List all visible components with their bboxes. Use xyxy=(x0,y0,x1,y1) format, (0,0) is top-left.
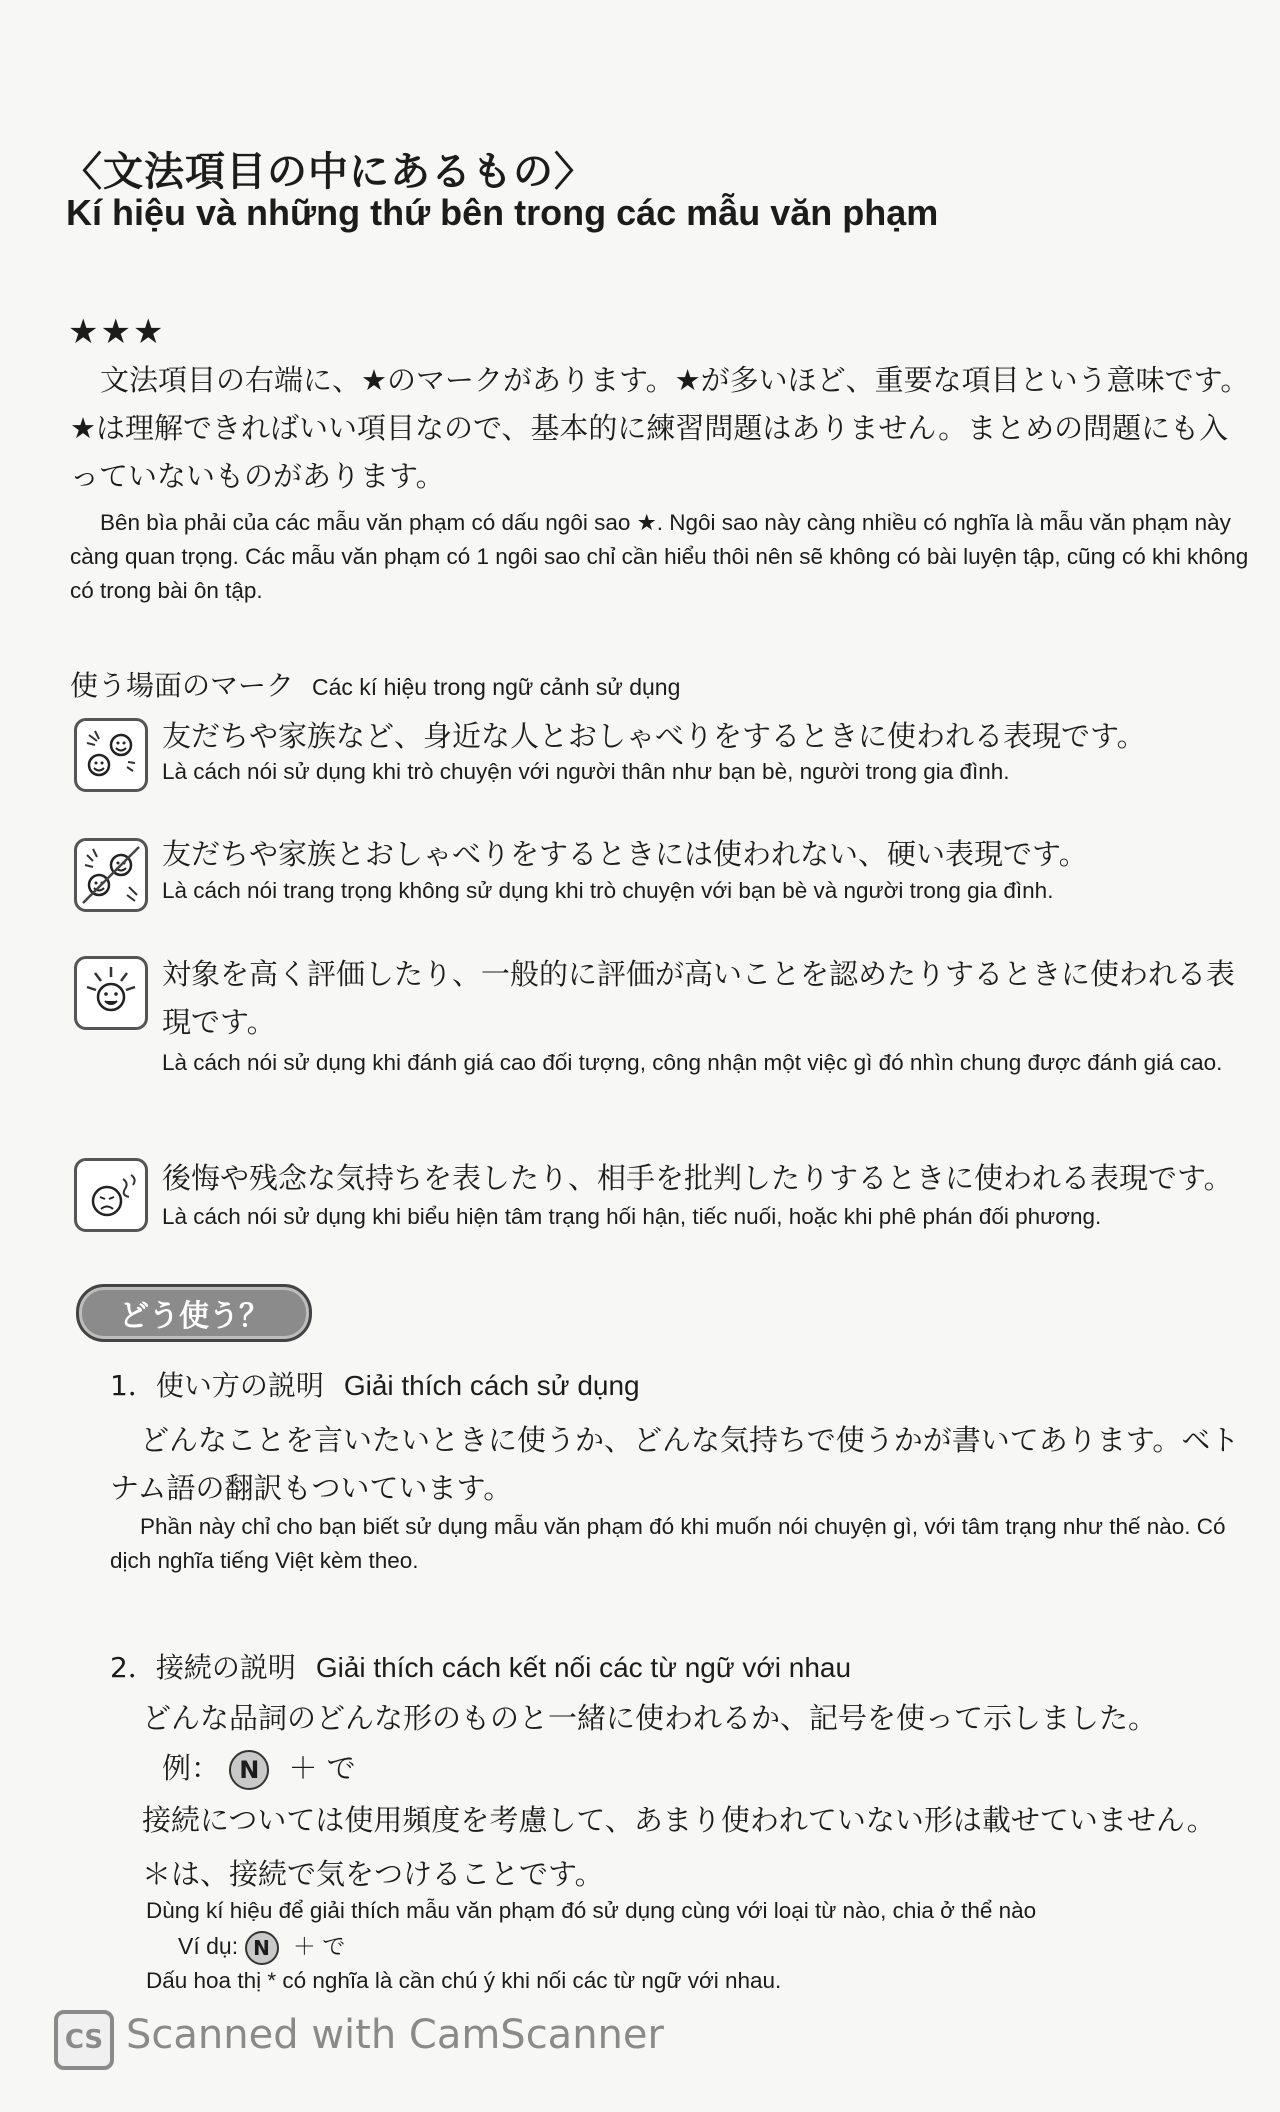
section-1-title-vi: Giải thích cách sử dụng xyxy=(343,1370,640,1401)
mark-formal-jp: 友だちや家族とおしゃべりをするときには使われない、硬い表現です。 xyxy=(162,837,1088,871)
example-vi-rest: ＋ で xyxy=(292,1933,346,1959)
mark-formal-vi: Là cách nói trang trọng không sử dụng khi trò chuyện với bạn bè và người trong gia đình. xyxy=(162,878,1054,903)
section-1-title-jp: 1．使い方の説明 xyxy=(110,1369,324,1402)
mark-regret-jp: 後悔や残念な気持ちを表したり、相手を批判したりするときに使われる表現です。 xyxy=(162,1161,1233,1195)
section-2-body-jp-3: ＊は、接続で気をつけることです。 xyxy=(142,1857,604,1891)
title-vi: Kí hiệu và những thứ bên trong các mẫu văn phạm xyxy=(66,192,939,233)
section-2-body-vi-2: Dấu hoa thị * có nghĩa là cần chú ý khi nối các từ ngữ với nhau. xyxy=(146,1968,782,1993)
section-2-body-jp: どんな品詞のどんな形のものと一緒に使われるか、記号を使って示しました。 xyxy=(142,1701,1158,1735)
example-vi-label: Ví dụ: xyxy=(178,1933,239,1959)
formal-talk-icon xyxy=(74,838,148,912)
example-rest: ＋ で xyxy=(288,1751,356,1785)
section-1-title xyxy=(110,1364,640,1404)
section-2-example-vi xyxy=(178,1928,345,1965)
title-jp: 〈文法項目の中にあるもの〉 xyxy=(62,149,595,195)
how-to-use-badge: どう使う？ xyxy=(76,1284,312,1342)
mark-casual-jp: 友だちや家族など、身近な人とおしゃべりをするときに使われる表現です。 xyxy=(162,719,1146,753)
noun-badge: N xyxy=(229,1750,269,1790)
section-2-title xyxy=(110,1646,851,1686)
example-label: 例： xyxy=(162,1751,221,1785)
camscanner-logo: CS xyxy=(54,2010,114,2070)
usage-marks-heading-jp: 使う場面のマーク xyxy=(70,669,295,702)
mark-casual-vi: Là cách nói sử dụng khi trò chuyện với người thân như bạn bè, người trong gia đình. xyxy=(162,759,1010,784)
usage-marks-heading xyxy=(70,664,680,704)
stars-explanation-vi: Bên bìa phải của các mẫu văn phạm có dấu ngôi sao ★. Ngôi sao này càng nhiều có nghĩa là mẫu văn phạm này càng quan trọng. Các mẫu văn phạm có 1 ngôi sao chỉ cần hiểu thôi nên sẽ không có bài luyện tập, cũng có khi không có trong bài ôn tập. xyxy=(70,510,1249,603)
praise-icon xyxy=(74,956,148,1030)
section-2-body-jp-2: 接続については使用頻度を考慮して、あまり使われていない形は載せていません。 xyxy=(142,1803,1216,1837)
stars-explanation-jp: 文法項目の右端に、★のマークがあります。★が多いほど、重要な項目という意味です。★は理解できればいい項目なので、基本的に練習問題はありません。まとめの問題にも入っていないものがあります。 xyxy=(70,363,1250,493)
mark-regret-vi: Là cách nói sử dụng khi biểu hiện tâm trạng hối hận, tiếc nuối, hoặc khi phê phán đối phương. xyxy=(162,1204,1102,1229)
section-2-body-vi: Dùng kí hiệu để giải thích mẫu văn phạm đó sử dụng cùng với loại từ nào, chia ở thể nào xyxy=(146,1898,1037,1923)
mark-praise-jp: 対象を高く評価したり、一般的に評価が高いことを認めたりするときに使われる表現です。 xyxy=(162,957,1236,1039)
section-2-title-jp: 2．接続の説明 xyxy=(110,1651,296,1684)
importance-stars: ★★★ xyxy=(68,312,166,352)
camscanner-watermark: Scanned with CamScanner xyxy=(126,2012,664,2058)
section-1-body-jp: どんなことを言いたいときに使うか、どんな気持ちで使うかが書いてあります。ベトナム語の翻訳もついています。 xyxy=(110,1423,1240,1505)
section-1-body-vi: Phần này chỉ cho bạn biết sử dụng mẫu văn phạm đó khi muốn nói chuyện gì, với tâm trạng như thế nào. Có dịch nghĩa tiếng Việt kèm theo. xyxy=(110,1514,1226,1573)
mark-praise-vi: Là cách nói sử dụng khi đánh giá cao đối tượng, công nhận một việc gì đó nhìn chung được đánh giá cao. xyxy=(162,1050,1223,1075)
regret-icon xyxy=(74,1158,148,1232)
noun-badge-vi: N xyxy=(245,1931,279,1965)
section-2-title-vi: Giải thích cách kết nối các từ ngữ với nhau xyxy=(315,1652,852,1683)
section-2-example xyxy=(162,1746,356,1790)
casual-talk-icon xyxy=(74,718,148,792)
usage-marks-heading-vi: Các kí hiệu trong ngữ cảnh sử dụng xyxy=(312,674,681,700)
